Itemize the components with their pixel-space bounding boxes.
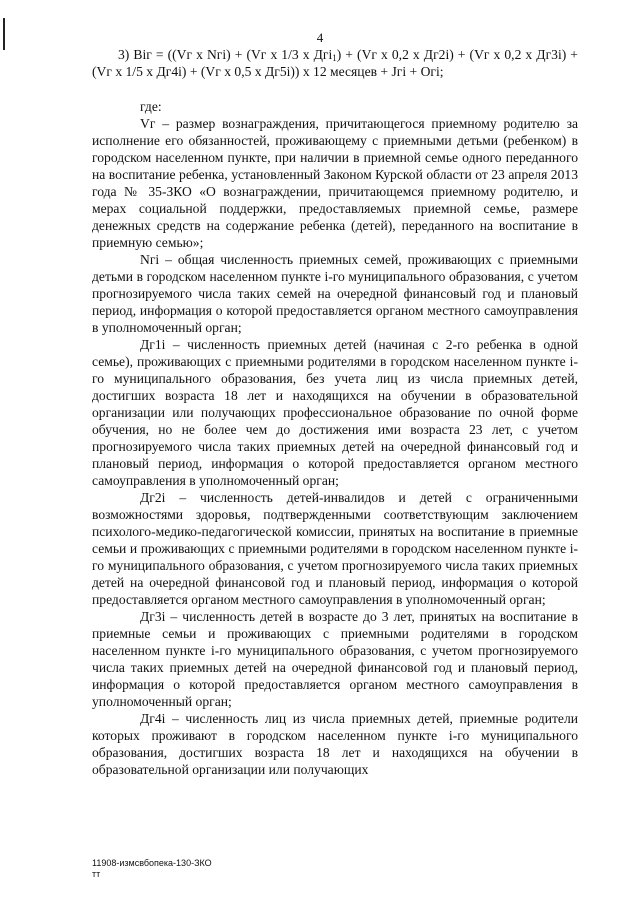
formula-part-b: ) + (Vг x 0,2 x Дг2i) + (Vг x 0,2 x Дг3i) + (Vг x 1/5 x Дг4i) + (Vг x 0,5 x Дг5i)) x 12 месяцев + Jгi + Oгi; [92, 47, 578, 79]
definition-paragraph: Дг1i – численность приемных детей (начиная с 2-го ребенка в одной семье), проживающих с приемными родителями в городском населенном пункте i-го муниципального образования, без учета лиц из числа приемных детей, достигших возраста 18 лет и находящихся на обучении в образовательной организации или получающих профессиональное образование по очной форме обучения, но не более чем до достижения ими возраста 23 лет, с учетом прогнозируемого числа таких приемных детей на очередной финансовый год и плановый период, информация о которой предоставляется органом местного самоуправления в уполномоченный орган; [92, 337, 578, 488]
footer [92, 858, 212, 880]
formula [92, 46, 578, 80]
definition-paragraph: Дг4i – численность лиц из числа приемных детей, приемные родители которых проживают в городском населенном пункте i-го муниципального образования, достигших возраста 18 лет и находящихся на обучении в образовательной организации или получающих [92, 711, 578, 777]
footer-initials: тт [92, 869, 101, 879]
where-label: где: [140, 99, 162, 114]
definition-paragraph: Vг – размер вознаграждения, причитающегося приемному родителю за исполнение его обязанностей, проживающему с приемными детьми (ребенком) в городском населенном пункте, при наличии в приемной семье одного переданного на воспитание ребенка, установленный Законом Курской области от 23 апреля 2013 года № 35-ЗКО «О вознаграждении, причитающемся приемному родителю, и мерах социальной поддержки, предоставляемых приемной семье, размере денежных средств на содержание ребенка (детей), переданного на воспитание в приемную семью»; [92, 116, 578, 250]
definition-paragraph: Дг2i – численность детей-инвалидов и детей с ограниченными возможностями здоровья, подтвержденными соответствующим заключением психолого-медико-педагогической комиссии, принятых на воспитание в приемные семьи и проживающих с приемными родителями в городском населенном пункте i-го муниципального образования, с учетом прогнозируемого числа таких приемных детей на очередной финансовой год и плановый период, информация о которой предоставляется органом местного самоуправления в уполномоченный орган; [92, 490, 578, 607]
definition-paragraph: Дг3i – численность детей в возрасте до 3 лет, принятых на воспитание в приемные семьи и проживающих с приемными родителями в городском населенном пункте i-го муниципального образования, с учетом прогнозируемого числа таких приемных детей на очередной финансовой год и плановый период, информация о которой предоставляется органом местного самоуправления в уполномоченный орган; [92, 609, 578, 709]
formula-part-a: 3) Biг = ((Vг x Nгi) + (Vг x 1/3 x Дгi [118, 47, 333, 62]
definition-paragraph: Nгi – общая численность приемных семей, проживающих с приемными детьми в городском населенном пункте i-го муниципального образования, с учетом прогнозируемого числа таких семей на очередной финансовый год и плановый период, информация о которой предоставляется органом местного самоуправления в уполномоченный орган; [92, 252, 578, 335]
formula-subscript: 1 [332, 53, 337, 63]
page-number: 4 [316, 30, 324, 45]
document-body [92, 46, 578, 778]
footer-doc-code: 11908-измсвбопека-130-ЗКО [92, 858, 212, 868]
